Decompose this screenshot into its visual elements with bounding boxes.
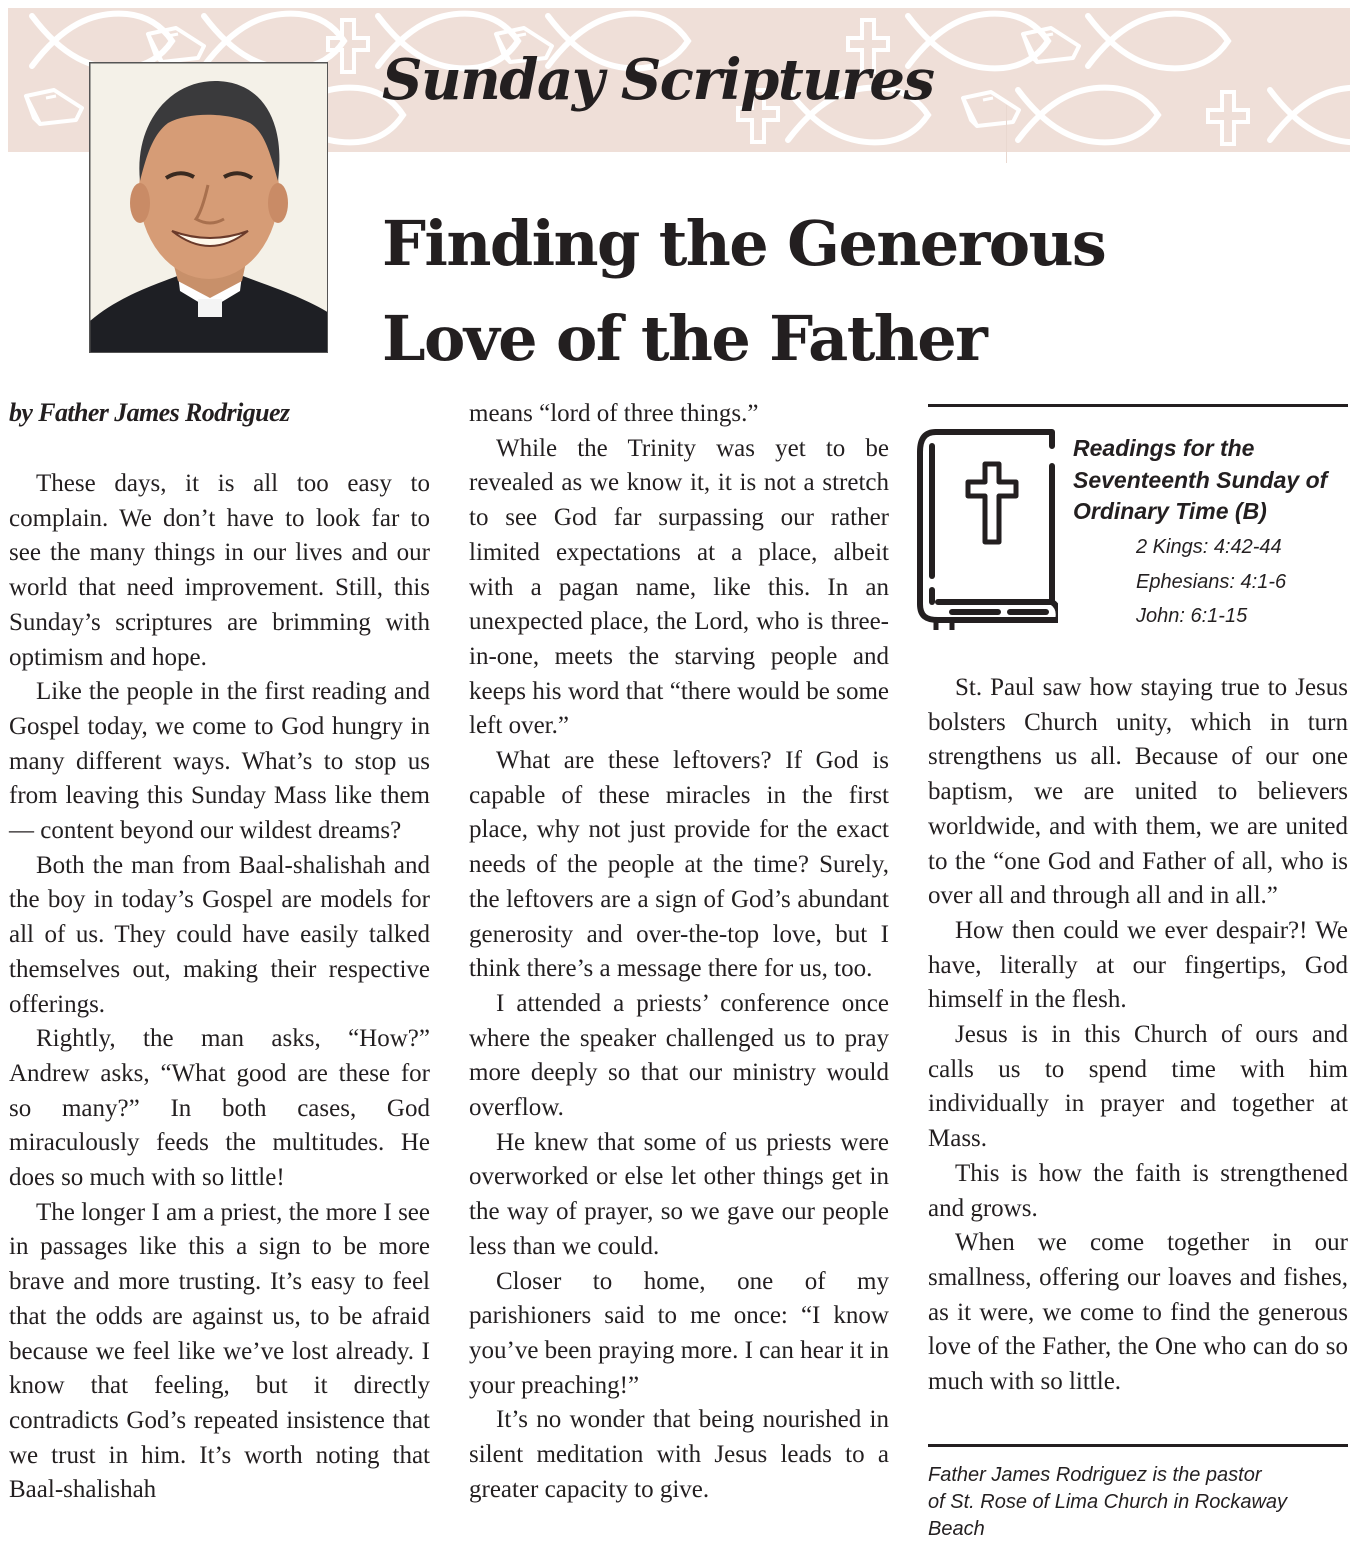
readings-title-line: Seventeenth Sunday of bbox=[1073, 466, 1328, 493]
sidebar-top-rule bbox=[928, 404, 1348, 407]
paragraph: St. Paul saw how staying true to Jesus bolsters Church unity, which in turn strengthens us all. Because of our one baptism, we are united to believers worldwide, and with them, we are united to the “one God and Father of all, who is over all and through all and in all.” bbox=[928, 674, 1348, 910]
paragraph: While the Trinity was yet to be revealed as we know it, it is not a stretch to see God far surpassing our rather limited expectations at a place, albeit with a pagan name, like this. In an unexpected place, the Lord, who is three-in-one, meets the starving people and keeps his word that “there would be some left over.” bbox=[469, 434, 889, 740]
paragraph: Closer to home, one of my parishioners said to me once: “I know you’ve been praying more. I can hear it in your preaching!” bbox=[469, 1267, 889, 1399]
paragraph: When we come together in our smallness, offering our loaves and fishes, as it were, we come to find the generous love of the Father, the One who can do so much with so little. bbox=[928, 1229, 1348, 1396]
byline: by Father James Rodriguez bbox=[9, 398, 290, 427]
author-note-rule bbox=[928, 1444, 1348, 1447]
paragraph: Rightly, the man asks, “How?” Andrew asks, “What good are these for so many?” In both cases, God miraculously feeds the multitudes. He does so much with so little! bbox=[9, 1025, 430, 1192]
article-column-3 bbox=[928, 671, 1348, 1400]
headline-line-2: Love of the Father bbox=[382, 302, 987, 375]
bible-cross-icon bbox=[908, 426, 1058, 630]
reading-item: 2 Kings: 4:42-44 bbox=[1136, 536, 1282, 558]
reading-item: Ephesians: 4:1-6 bbox=[1136, 570, 1287, 593]
article-headline bbox=[382, 196, 1105, 386]
section-title: Sunday Scriptures bbox=[382, 47, 934, 113]
paragraph-continuation: means “lord of three things.” bbox=[469, 400, 759, 427]
paragraph: Both the man from Baal-shalishah and the boy in today’s Gospel are models for all of us. They could have easily talked themselves out, making their respective offerings. bbox=[9, 851, 430, 1018]
author-note-line: of St. Rose of Lima Church in Rockaway bbox=[928, 1491, 1288, 1513]
paragraph: The longer I am a priest, the more I see in passages like this a sign to be more brave and more trusting. It’s easy to feel that the odds are against us, to be afraid because we feel like we’ve lost already. I know that feeling, but it directly contradicts God’s repeated insistence that we trust in him. It’s worth noting that Baal-shalishah bbox=[9, 1198, 430, 1504]
paragraph: Jesus is in this Church of ours and calls us to spend time with him individually in prayer and together at Mass. bbox=[928, 1021, 1348, 1153]
author-photo bbox=[89, 62, 328, 353]
readings-title bbox=[1073, 433, 1327, 528]
paragraph: These days, it is all too easy to complain. We don’t have to look far to see the many things in our lives and our world that need improvement. Still, this Sunday’s scriptures are brimming with optimism and hope. bbox=[9, 470, 430, 671]
paragraph: This is how the faith is strengthened and grows. bbox=[928, 1159, 1348, 1222]
headline-line-1: Finding the Generous bbox=[382, 207, 1106, 280]
paragraph: It’s no wonder that being nourished in silent meditation with Jesus leads to a greater capacity to give. bbox=[469, 1406, 889, 1503]
paragraph: What are these leftovers? If God is capable of these miracles in the first place, why not just provide for the exact needs of the people at the time? Surely, the leftovers are a sign of God’s abundant generosity and over-the-top love, but I think there’s a message there for us, too. bbox=[469, 747, 889, 983]
paragraph: I attended a priests’ conference once where the speaker challenged us to pray more deeply so that our ministry would overflow. bbox=[469, 989, 889, 1122]
paragraph: He knew that some of us priests were overworked or else let other things get in the way of prayer, so we gave our people less than we could. bbox=[469, 1128, 889, 1260]
article-column-2 bbox=[469, 397, 889, 1508]
readings-title-line: Ordinary Time (B) bbox=[1073, 498, 1267, 524]
author-note-line: Father James Rodriguez is the pastor bbox=[928, 1464, 1262, 1486]
reading-item: John: 6:1-15 bbox=[1136, 605, 1248, 627]
article-column-1 bbox=[9, 467, 430, 1508]
author-note-line: Beach bbox=[928, 1518, 985, 1540]
gutter-divider bbox=[1006, 105, 1007, 163]
author-bio-note bbox=[928, 1462, 1348, 1543]
paragraph: How then could we ever despair?! We have, literally at our fingertips, God himself in the flesh. bbox=[928, 916, 1348, 1014]
readings-title-line: Readings for the bbox=[1073, 435, 1255, 461]
paragraph: Like the people in the first reading and Gospel today, we come to God hungry in many different ways. What’s to stop us from leaving this Sunday Mass like them — content beyond our wildest dreams? bbox=[9, 678, 430, 845]
portrait-image bbox=[90, 63, 328, 353]
readings-list bbox=[1136, 530, 1286, 634]
